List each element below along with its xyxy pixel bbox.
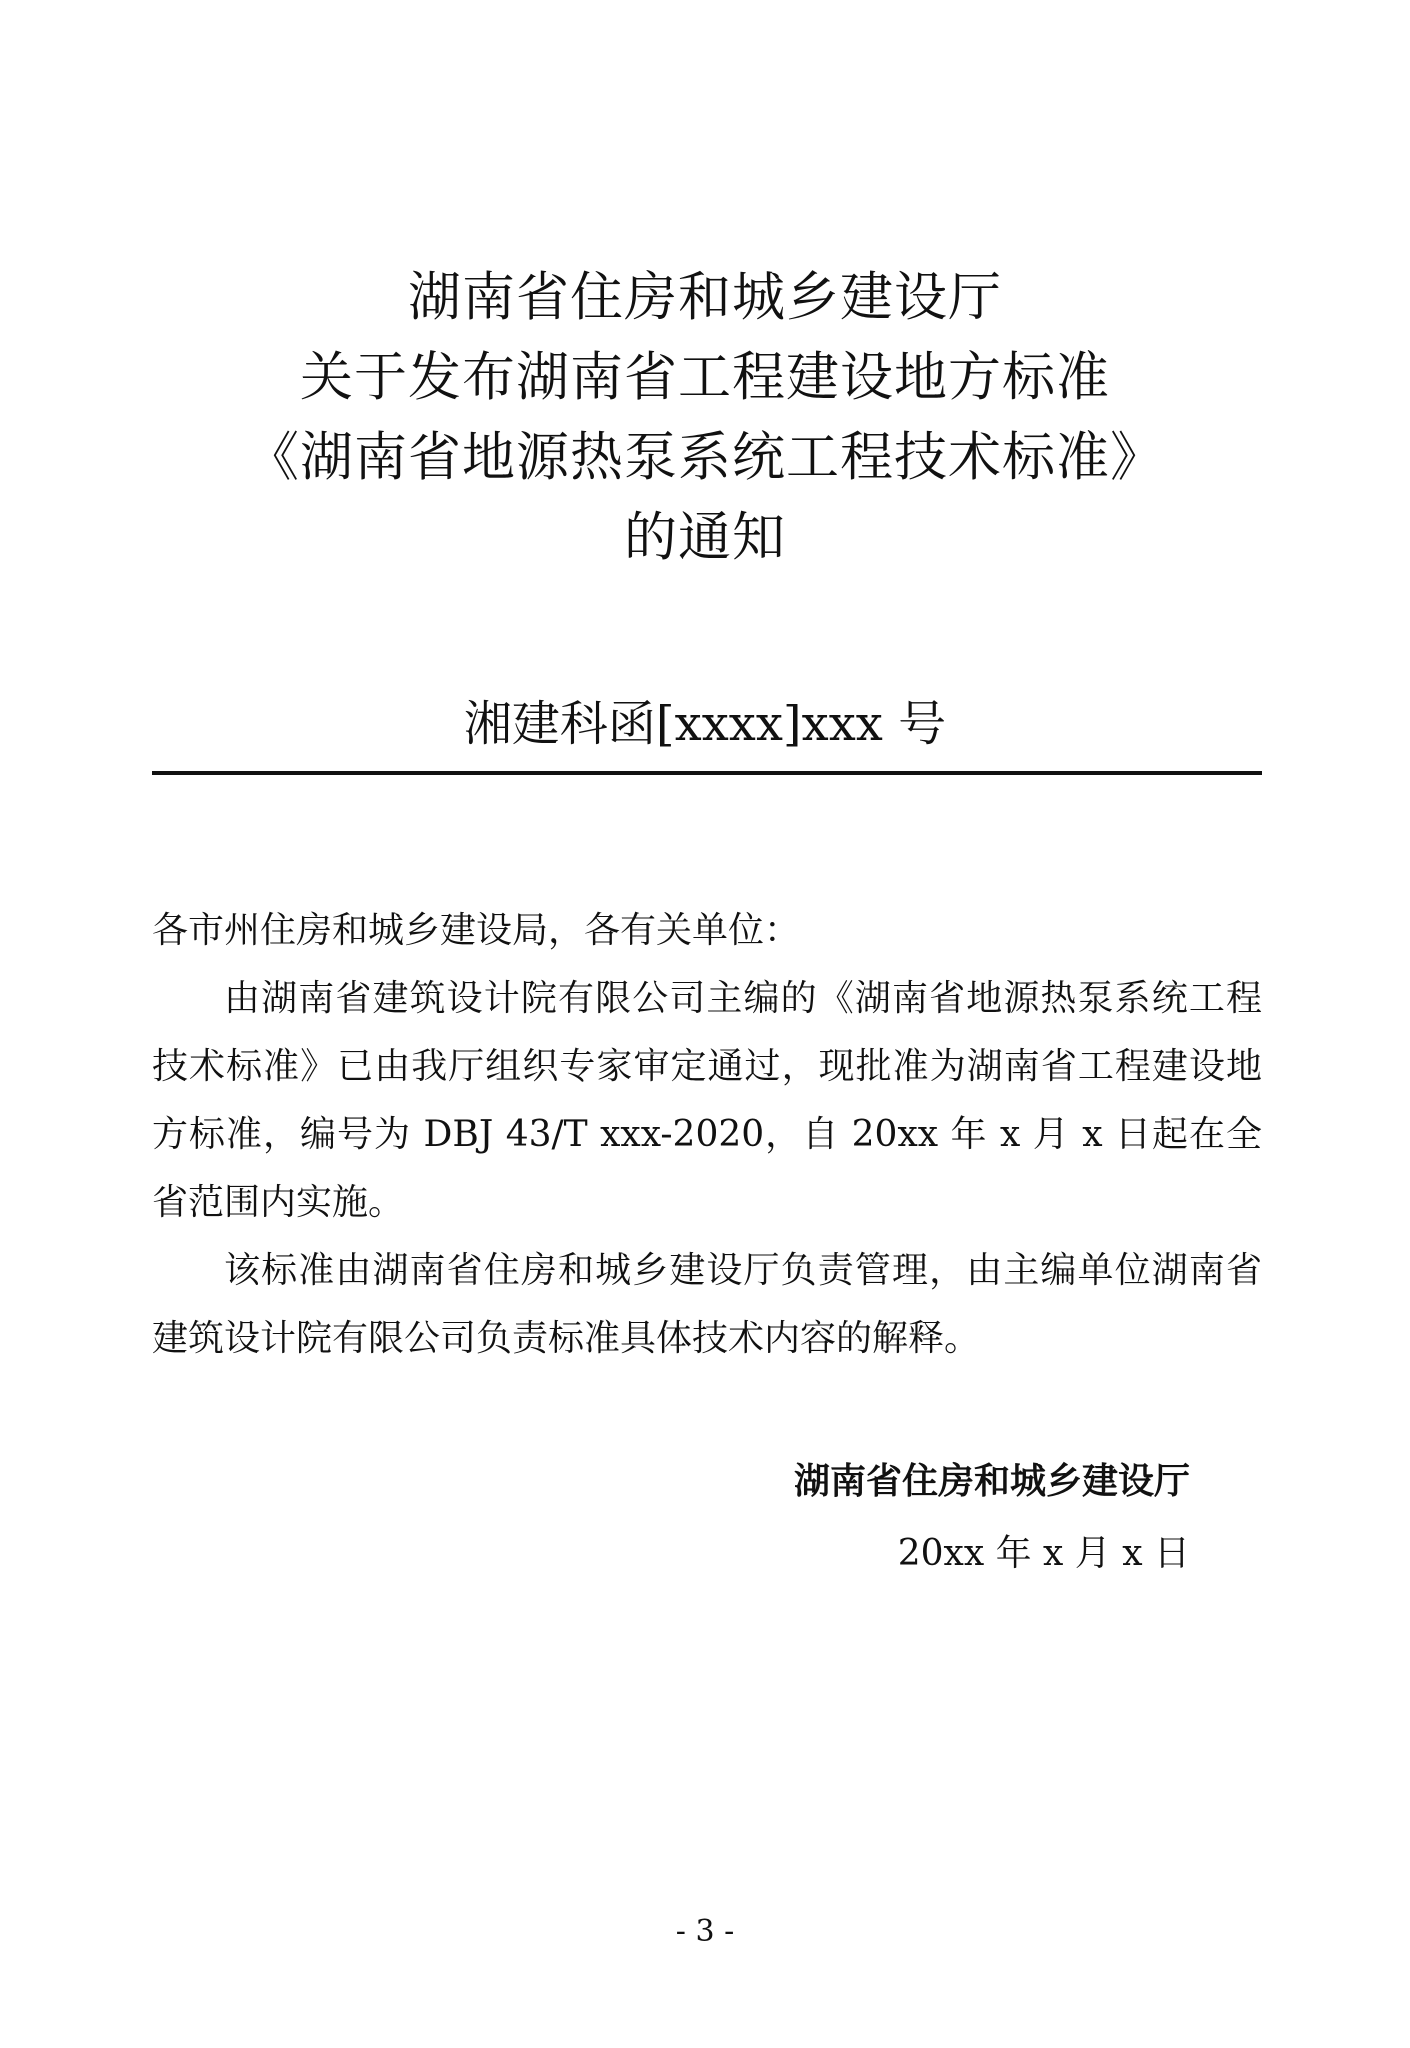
salutation: 各市州住房和城乡建设局，各有关单位： [152,910,801,951]
title-line-subject: 关于发布湖南省工程建设地方标准 [300,347,1110,408]
document-body [152,897,1262,1373]
document-number: 湘建科函[xxxx]xxx 号 [463,696,947,752]
header-divider [152,771,1262,775]
document-title [0,258,1410,578]
body-paragraph: 由湖南省建筑设计院有限公司主编的《湖南省地源热泵系统工程技术标准》已由我厅组织专家审定通过，现批准为湖南省工程建设地方标准，编号为 DBJ 43/T xxx-2020，自 20xx 年 x 月 x 日起在全省范围内实施。 [152,978,1262,1223]
title-line-notice: 的通知 [624,507,786,568]
signature-block [0,1446,1190,1590]
title-line-standard-name: 《湖南省地源热泵系统工程技术标准》 [246,427,1164,488]
body-paragraph: 该标准由湖南省住房和城乡建设厅负责管理，由主编单位湖南省建筑设计院有限公司负责标准具体技术内容的解释。 [152,1250,1262,1359]
title-line-issuer: 湖南省住房和城乡建设厅 [408,267,1002,328]
page-number: - 3 - [675,1914,735,1949]
signature-date: 20xx 年 x 月 x 日 [897,1533,1190,1574]
signature-issuer: 湖南省住房和城乡建设厅 [793,1461,1190,1502]
